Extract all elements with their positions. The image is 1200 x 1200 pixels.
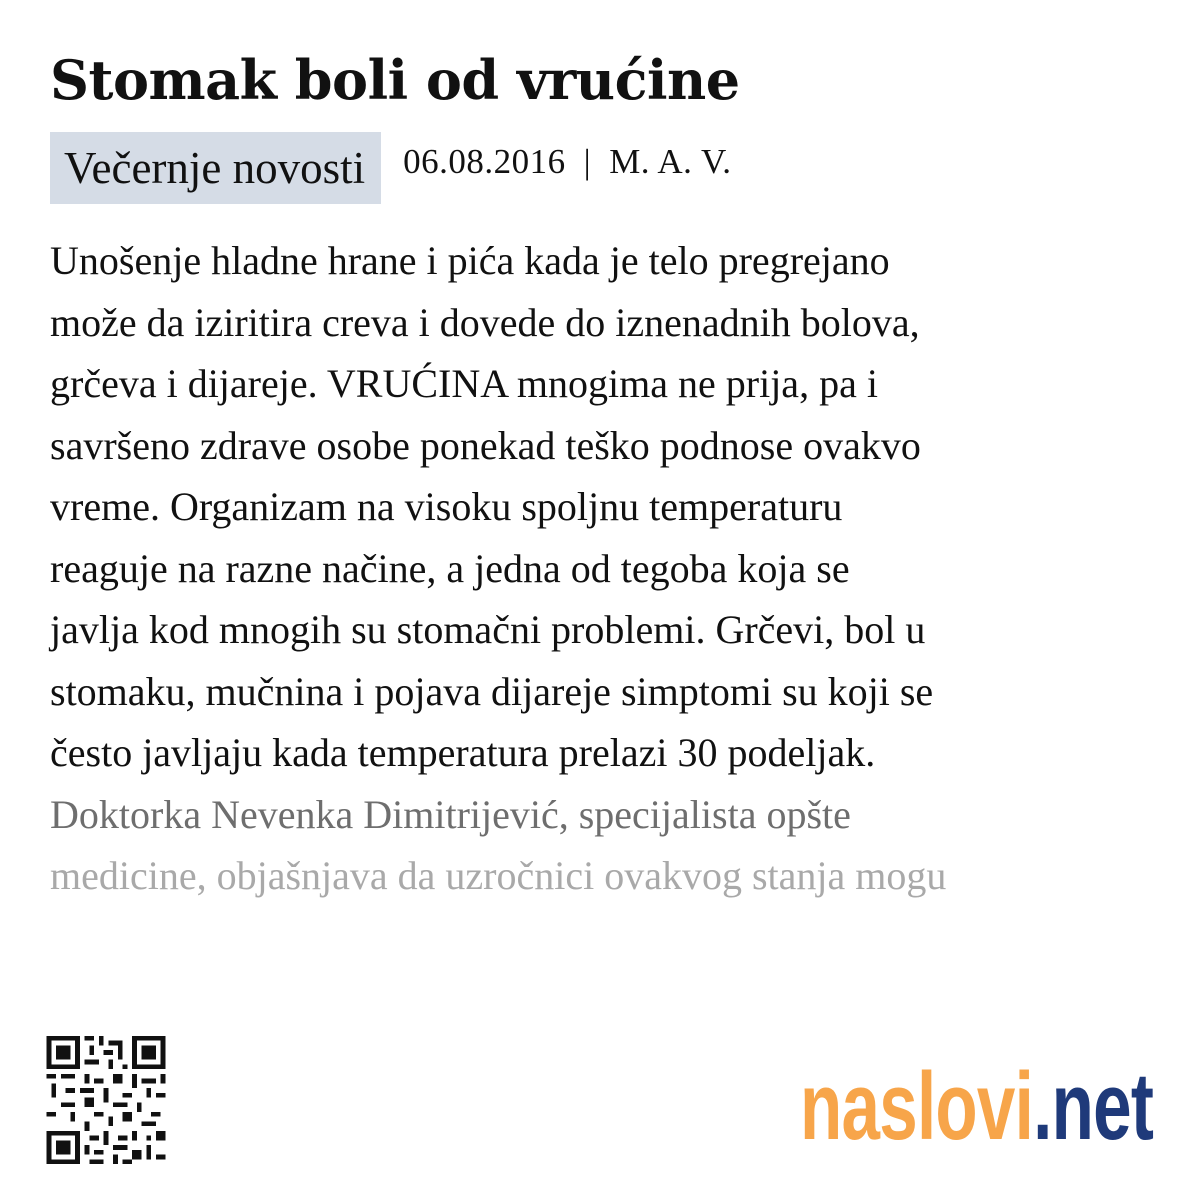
body-line: često javljaju kada temperatura prelazi 30 podeljak. <box>50 730 876 775</box>
logo-text-dot: . <box>1033 1053 1052 1160</box>
article-meta <box>50 132 732 204</box>
body-line: reaguje na razne načine, a jedna od tegoba koja se <box>50 545 850 591</box>
meta-separator: | <box>583 142 592 181</box>
body-line: vreme. Organizam na visoku spoljnu temperaturu <box>50 484 843 529</box>
body-line-faded: medicine, objašnjava da uzročnici ovakvog stanja mogu <box>50 853 947 898</box>
logo-text-net: net <box>1051 1053 1154 1160</box>
source-badge[interactable]: Večernje novosti <box>50 132 381 204</box>
body-line: stomaku, mučnina i pojava dijareje simptomi su koji se <box>50 668 934 714</box>
meta-line <box>403 140 731 184</box>
article-body <box>50 230 1160 907</box>
body-line: javlja kod mnogih su stomačni problemi. Grčevi, bol u <box>50 607 926 652</box>
logo-text-naslovi: naslovi <box>800 1053 1034 1160</box>
article-title: Stomak boli od vrućine <box>50 48 740 112</box>
body-line-faded: Doktorka Nevenka Dimitrijević, specijalista opšte <box>50 791 851 837</box>
body-line: može da iziritira creva i dovede do iznenadnih bolova, <box>50 299 920 345</box>
article-author: M. A. V. <box>609 142 732 181</box>
body-line: grčeva i dijareje. VRUĆINA mnogima ne prija, pa i <box>50 361 878 406</box>
naslovi-logo[interactable] <box>800 1052 1153 1162</box>
qr-code-icon[interactable] <box>46 1036 166 1164</box>
article-date: 06.08.2016 <box>403 142 566 181</box>
body-line: Unošenje hladne hrane i pića kada je telo pregrejano <box>50 238 890 283</box>
body-line: savršeno zdrave osobe ponekad teško podnose ovakvo <box>50 422 921 468</box>
